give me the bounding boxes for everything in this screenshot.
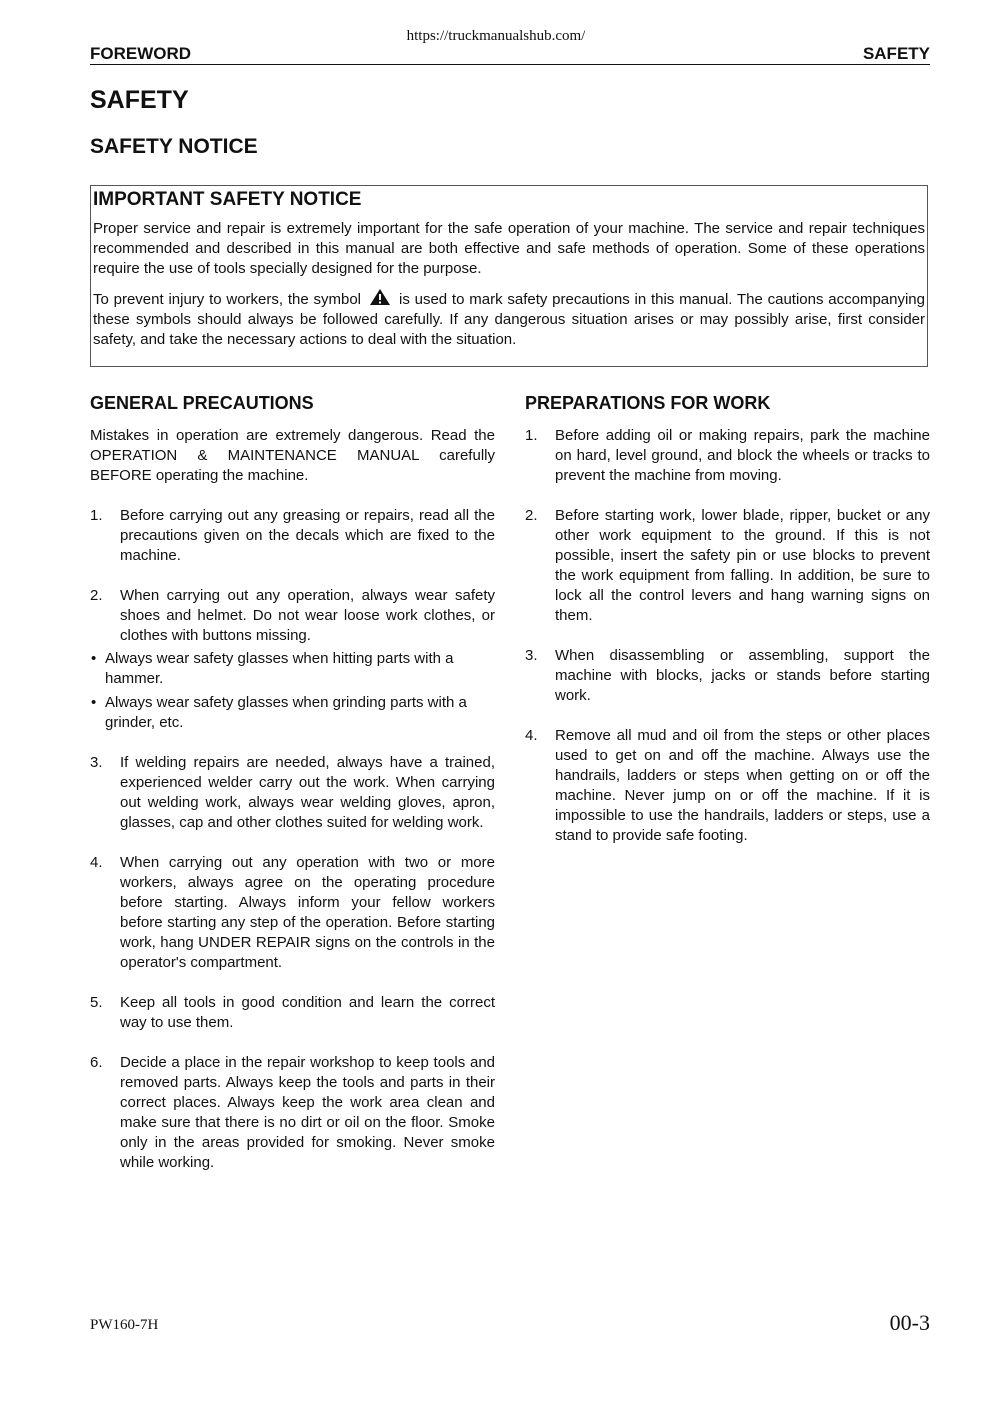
list-item	[525, 646, 930, 706]
list-item-text: When disassembling or assembling, support the machine with blocks, jacks or stands before starting work.	[555, 647, 930, 704]
list-item-text: When carrying out any operation, always wear safety shoes and helmet. Do not wear loose work clothes, or clothes with buttons missing.	[120, 587, 495, 644]
list-item-text: Before carrying out any greasing or repairs, read all the precautions given on the decals which are fixed to the machine.	[120, 507, 495, 564]
general-precautions-intro: Mistakes in operation are extremely dangerous. Read the OPERATION & MAINTENANCE MANUAL carefully BEFORE operating the machine.	[90, 427, 495, 484]
list-item	[525, 726, 930, 846]
preparations-list	[525, 426, 930, 846]
general-precautions-section	[90, 392, 495, 1193]
safety-glasses-bullets	[90, 649, 495, 733]
list-item	[90, 753, 495, 833]
list-item-number: 4.	[525, 727, 538, 744]
list-item	[525, 506, 930, 626]
list-item	[525, 426, 930, 486]
list-item-number: 1.	[90, 507, 103, 524]
header-section-left: FOREWORD	[90, 44, 192, 63]
list-item	[90, 586, 495, 646]
bullet-text: Always wear safety glasses when grinding parts with a grinder, etc.	[105, 694, 467, 731]
list-item	[90, 993, 495, 1033]
bullet-marker: •	[91, 650, 97, 667]
list-item-text: Keep all tools in good condition and learn the correct way to use them.	[120, 994, 495, 1031]
notice-heading: IMPORTANT SAFETY NOTICE	[93, 189, 362, 210]
list-item-text: Before starting work, lower blade, ripper, bucket or any other work equipment to the ground. If this is not possible, insert the safety pin or use blocks to prevent the work equipment from falling. In addition, be sure to lock all the control levers and hang warning signs on them.	[555, 507, 930, 624]
bullet-item	[90, 693, 495, 733]
notice-paragraph-1: Proper service and repair is extremely important for the safe operation of your machine. The service and repair techniques recommended and described in this manual are both effective and safe methods of operation. Some of these operations require the use of tools specially designed for the purpose.	[93, 220, 925, 277]
notice-paragraph-2-end: is used to mark safety precautions in this manual. The cautions accompanying these symbols should always be followed carefully. If any dangerous situation arises or may possibly arise, first consider safety, and take the necessary actions to deal with the situation.	[93, 291, 925, 348]
warning-triangle-icon	[369, 288, 391, 306]
list-item-number: 4.	[90, 854, 103, 871]
source-url[interactable]: https://truckmanualshub.com/	[406, 28, 586, 44]
list-item-number: 2.	[525, 507, 538, 524]
footer-page-number: 00-3	[889, 1310, 930, 1335]
list-item-number: 5.	[90, 994, 103, 1011]
header-section-right: SAFETY	[862, 44, 930, 63]
list-item-number: 3.	[525, 647, 538, 664]
notice-paragraph-2	[93, 288, 925, 350]
page-title: SAFETY	[90, 86, 189, 114]
running-header	[90, 44, 930, 65]
list-item-text: Remove all mud and oil from the steps or other places used to get on and off the machine. Always use the handrails, ladders or steps when getting on or off the machine. Never jump on or off the machine. If it is impossible to use the handrails, ladders or steps, use a stand to provide safe footing.	[555, 727, 930, 844]
list-item	[90, 853, 495, 973]
list-item-text: Before adding oil or making repairs, park the machine on hard, level ground, and block the wheels or tracks to prevent the machine from moving.	[555, 427, 930, 484]
page-subtitle: SAFETY NOTICE	[90, 135, 258, 158]
list-item-number: 6.	[90, 1054, 103, 1071]
list-item-text: Decide a place in the repair workshop to keep tools and removed parts. Always keep the tools and parts in their correct places. Always keep the work area clean and make sure that there is no dirt or oil on the floor. Smoke only in the areas provided for smoking. Never smoke while working.	[120, 1054, 495, 1171]
list-item	[90, 506, 495, 566]
list-item-text: If welding repairs are needed, always have a trained, experienced welder carry out the work. When carrying out welding work, always wear welding gloves, apron, glasses, cap and other clothes suited for welding work.	[120, 754, 495, 831]
bullet-text: Always wear safety glasses when hitting parts with a hammer.	[105, 650, 454, 687]
preparations-heading: PREPARATIONS FOR WORK	[525, 393, 771, 413]
list-item-number: 2.	[90, 587, 103, 604]
important-notice-box	[90, 185, 928, 367]
bullet-marker: •	[91, 694, 97, 711]
list-item-text: When carrying out any operation with two or more workers, always agree on the operating procedure before starting. Always inform your fellow workers before starting any step of the operation. Before starting work, hang UNDER REPAIR signs on the controls in the operator's compartment.	[120, 854, 495, 971]
footer-model: PW160-7H	[90, 1317, 159, 1333]
general-precautions-heading: GENERAL PRECAUTIONS	[90, 393, 314, 413]
list-item	[90, 1053, 495, 1173]
bullet-item	[90, 649, 495, 689]
preparations-for-work-section	[525, 392, 930, 866]
general-precautions-list-continued	[90, 753, 495, 1173]
list-item-number: 3.	[90, 754, 103, 771]
general-precautions-list	[90, 506, 495, 646]
list-item-number: 1.	[525, 427, 538, 444]
notice-paragraph-2-start: To prevent injury to workers, the symbol	[93, 291, 361, 308]
